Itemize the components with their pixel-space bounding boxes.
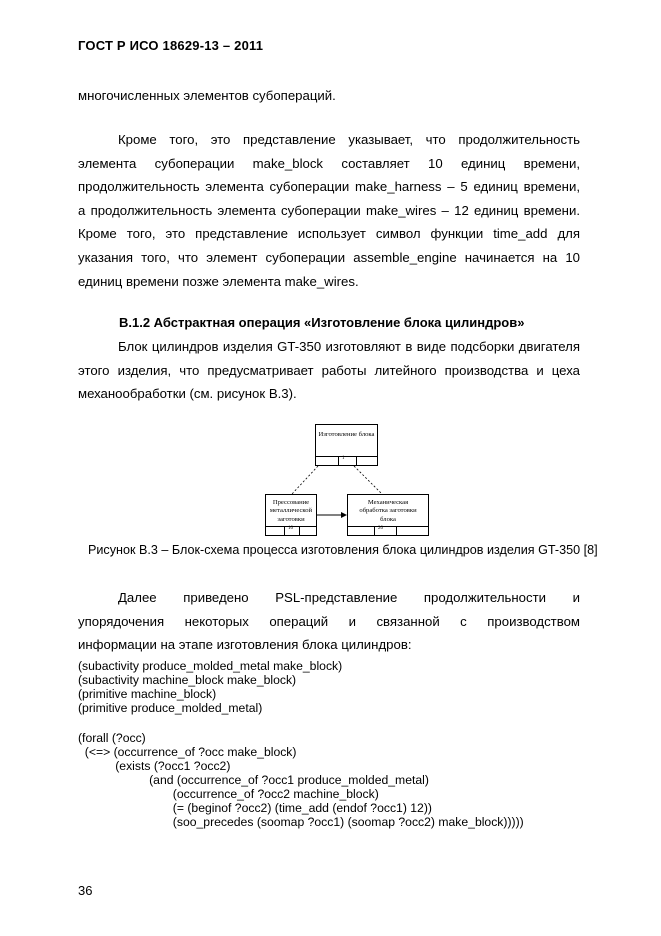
- code-block-forall: [78, 731, 524, 829]
- right-activity-label: Механическая обработка заготовки блока: [359, 499, 417, 523]
- paragraph-psl-intro: [78, 586, 580, 657]
- code-line: (occurrence_of ?occ2 machine_block): [78, 787, 379, 801]
- top-activity-number: 1: [342, 456, 345, 461]
- text-line: единиц времени позже элемента make_wires.: [78, 273, 359, 289]
- right-activity-number: 20: [378, 526, 383, 531]
- text-line: Кроме того, это представление указывает, что продолжительность: [118, 132, 580, 147]
- code-line: (and (occurrence_of ?occ1 produce_molded_metal): [78, 773, 429, 787]
- code-line: (soo_precedes (soomap ?occ1) (soomap ?occ2) make_block))))): [78, 815, 524, 829]
- left-activity-label: Прессование металлической заготовки: [269, 499, 313, 523]
- top-activity-box: [315, 424, 378, 466]
- right-activity-box: [347, 494, 429, 536]
- section-heading: B.1.2 Абстрактная операция «Изготовление блока цилиндров»: [119, 315, 525, 330]
- left-activity-number: 10: [288, 526, 293, 531]
- text-line: этого изделия, что предусматривает работы литейного производства и цеха: [78, 362, 580, 378]
- code-line: (primitive machine_block): [78, 687, 217, 701]
- code-line: (subactivity produce_molded_metal make_block): [78, 659, 343, 673]
- decomposition-line-left: [292, 466, 318, 494]
- document-header: ГОСТ Р ИСО 18629-13 – 2011: [78, 38, 264, 53]
- top-activity-label: Изготовление блока: [318, 431, 375, 438]
- code-line: (primitive produce_molded_metal): [78, 701, 263, 715]
- text-line: элемента субоперации make_block составляет 10 единиц времени,: [78, 155, 580, 171]
- text-line: упорядочения некоторых операций и связанной с производством: [78, 613, 580, 629]
- text-line: Блок цилиндров изделия GT-350 изготовляют в виде подсборки двигателя: [118, 339, 580, 354]
- code-line: (exists (?occ1 ?occ2): [78, 759, 231, 773]
- text-line: информации на этапе изготовления блока цилиндров:: [78, 637, 412, 653]
- text-line: многочисленных элементов субопераций.: [78, 88, 336, 103]
- text-line: указания того, что элемент субоперации assemble_engine начинается на 10: [78, 249, 580, 265]
- text-line: а продолжительность элемента субоперации make_wires – 12 единиц времени.: [78, 202, 580, 218]
- text-line: Кроме того, это представление использует символ функции time_add для: [78, 226, 580, 242]
- code-line: (subactivity machine_block make_block): [78, 673, 297, 687]
- text-line: Далее приведено PSL-представление продолжительности и: [118, 590, 580, 605]
- paragraph-durations: [78, 128, 580, 293]
- code-line: (= (beginof ?occ2) (time_add (endof ?occ1) 12)): [78, 801, 432, 815]
- process-flow-diagram: [262, 424, 432, 536]
- page-number: 36: [78, 883, 93, 898]
- text-line: продолжительность элемента субоперации make_harness – 5 единиц времени,: [78, 179, 580, 195]
- code-line: (<=> (occurrence_of ?occ make_block): [78, 745, 297, 759]
- text-line: механообработки (см. рисунок B.3).: [78, 386, 297, 402]
- code-line: (forall (?occ): [78, 731, 146, 745]
- figure-caption: Рисунок B.3 – Блок-схема процесса изготовления блока цилиндров изделия GT-350 [8]: [88, 543, 598, 557]
- decomposition-line-right: [354, 466, 382, 494]
- paragraph-cylinder-block: [78, 335, 580, 406]
- left-activity-box: [265, 494, 317, 536]
- paragraph-continuation: [78, 84, 580, 108]
- code-block-subactivities: [78, 659, 342, 715]
